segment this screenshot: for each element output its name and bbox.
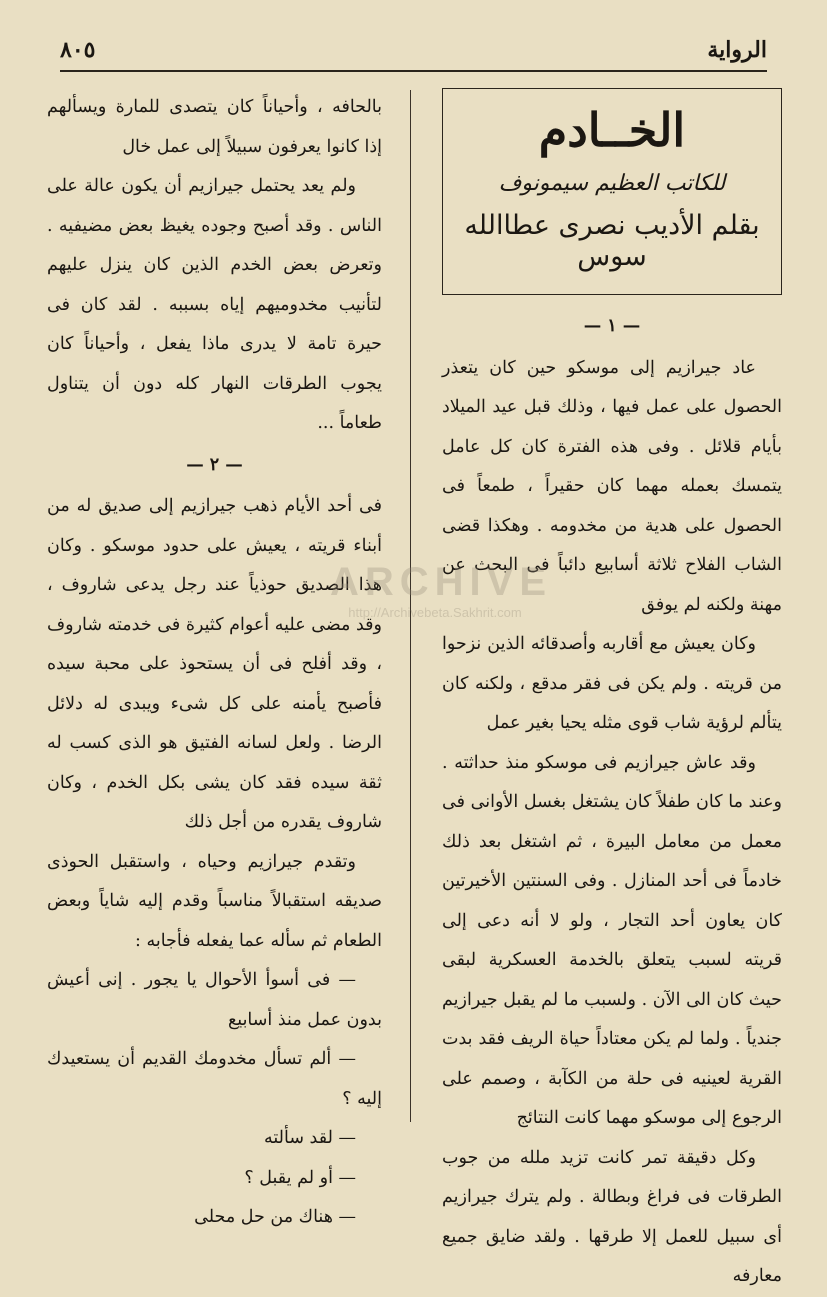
right-column bbox=[442, 82, 782, 1286]
dialogue-line: — فى أسوأ الأحوال يا يجور . إنى أعيش بدون عمل منذ أسابيع bbox=[47, 970, 382, 1030]
page-number: ٨٠٥ bbox=[60, 37, 96, 63]
magazine-name: الرواية bbox=[707, 37, 767, 63]
story-translator: بقلم الأديب نصرى عطاالله سوس bbox=[464, 210, 760, 272]
dialogue-line: — هناك من حل محلى bbox=[194, 1207, 356, 1227]
dialogue-line: — ألم تسأل مخدومك القديم أن يستعيدك إليه ؟ bbox=[47, 1049, 382, 1109]
paragraph: فى أحد الأيام ذهب جيرازيم إلى صديق له من أبناء قريته ، يعيش على حدود موسكو . وكان هذا الصديق حوذياً عند رجل يدعى شاروف ، وقد مضى عليه أعوام كثيرة فى خدمته شاروف ، وقد أفلح فى أن يستحوذ على محبة سيده فأصبح يأمنه على كل شىء ويبدى له دلائل الرضا . ولعل لسانه الفتيق هو الذى كسب له ثقة سيده فقد كان يشى بكل الخدم ، وكان شاروف يقدره من أجل ذلك bbox=[47, 496, 382, 832]
section-number-1: — ١ — bbox=[583, 316, 641, 336]
page-header bbox=[60, 30, 767, 72]
watermark-url: http://Archivebeta.Sakhrit.com bbox=[348, 605, 522, 620]
paragraph: وقد عاش جيرازيم فى موسكو منذ حداثته . وعند ما كان طفلاً كان يشتغل بغسل الأوانى فى معمل من معامل البيرة ، ثم اشتغل بعد ذلك خادماً فى أحد المنازل . وفى السنتين الأخيرتين كان يعاون أحد التجار ، ولو لا أنه دعى إلى قريته لسبب يتعلق بالخدمة العسكرية لبقى حيث كان الى الآن . ولسبب ما لم يقبل جيرازيم جندياً . ولما لم يكن معتاداً حياة الريف فقد بدت القرية لعينيه فى حلة من الكآبة ، وصمم على الرجوع إلى موسكو مهما كانت النتائج bbox=[442, 752, 782, 1128]
column-divider bbox=[410, 90, 411, 1122]
story-author: للكاتب العظيم سيمونوف bbox=[498, 171, 726, 196]
watermark-text: ARCHIVE bbox=[330, 560, 553, 604]
paragraph: ولم يعد يحتمل جيرازيم أن يكون عالة على الناس . وقد أصبح وجوده يغيظ بعض مضيفيه . وتعرض بعض الخدم الذين كان ينزل عليهم لتأنيب مخدوميهم إياه بسببه . لقد كان فى حيرة تامة لا يدرى ماذا يفعل ، وأحياناً كان يجوب الطرقات النهار كله دون أن يتناول طعاماً ... bbox=[47, 176, 382, 433]
section-number-2: — ٢ — bbox=[186, 454, 243, 475]
dialogue-line: — لقد سألته bbox=[264, 1128, 356, 1148]
left-column bbox=[47, 88, 382, 1227]
paragraph: وتقدم جيرازيم وحياه ، واستقبل الحوذى صديقه استقبالاً مناسباً وقدم إليه شاياً وبعض الطعام ثم سأله عما يفعله فأجابه : bbox=[47, 851, 382, 951]
paragraph: وكل دقيقة تمر كانت تزيد ملله من جوب الطرقات فى فراغ وبطالة . ولم يترك جيرازيم أى سبيل للعمل إلا طرقها . ولقد ضايق جميع معارفه bbox=[442, 1147, 782, 1286]
story-title: الخــادم bbox=[538, 103, 686, 157]
paragraph: بالحافه ، وأحياناً كان يتصدى للمارة ويسألهم إذا كانوا يعرفون سبيلاً إلى عمل خال bbox=[47, 97, 382, 157]
dialogue-line: — أو لم يقبل ؟ bbox=[244, 1167, 356, 1188]
title-box bbox=[442, 88, 782, 295]
paragraph: وكان يعيش مع أقاربه وأصدقائه الذين نزحوا من قريته . ولم يكن فى فقر مدقع ، ولكنه كان يتألم لرؤية شاب قوى مثله يحيا بغير عمل bbox=[442, 634, 782, 733]
paragraph: عاد جيرازيم إلى موسكو حين كان يتعذر الحصول على عمل فيها ، وذلك قبل عيد الميلاد بأيام قلائل . وفى هذه الفترة كان كل عامل يتمسك بعمله مهما كان حقيراً ، طمعاً فى الحصول على هدية من مخدومه . وهكذا قضى الشاب الفلاح ثلاثة أسابيع دائباً فى البحث عن مهنة ولكنه لم يوفق bbox=[442, 357, 782, 615]
